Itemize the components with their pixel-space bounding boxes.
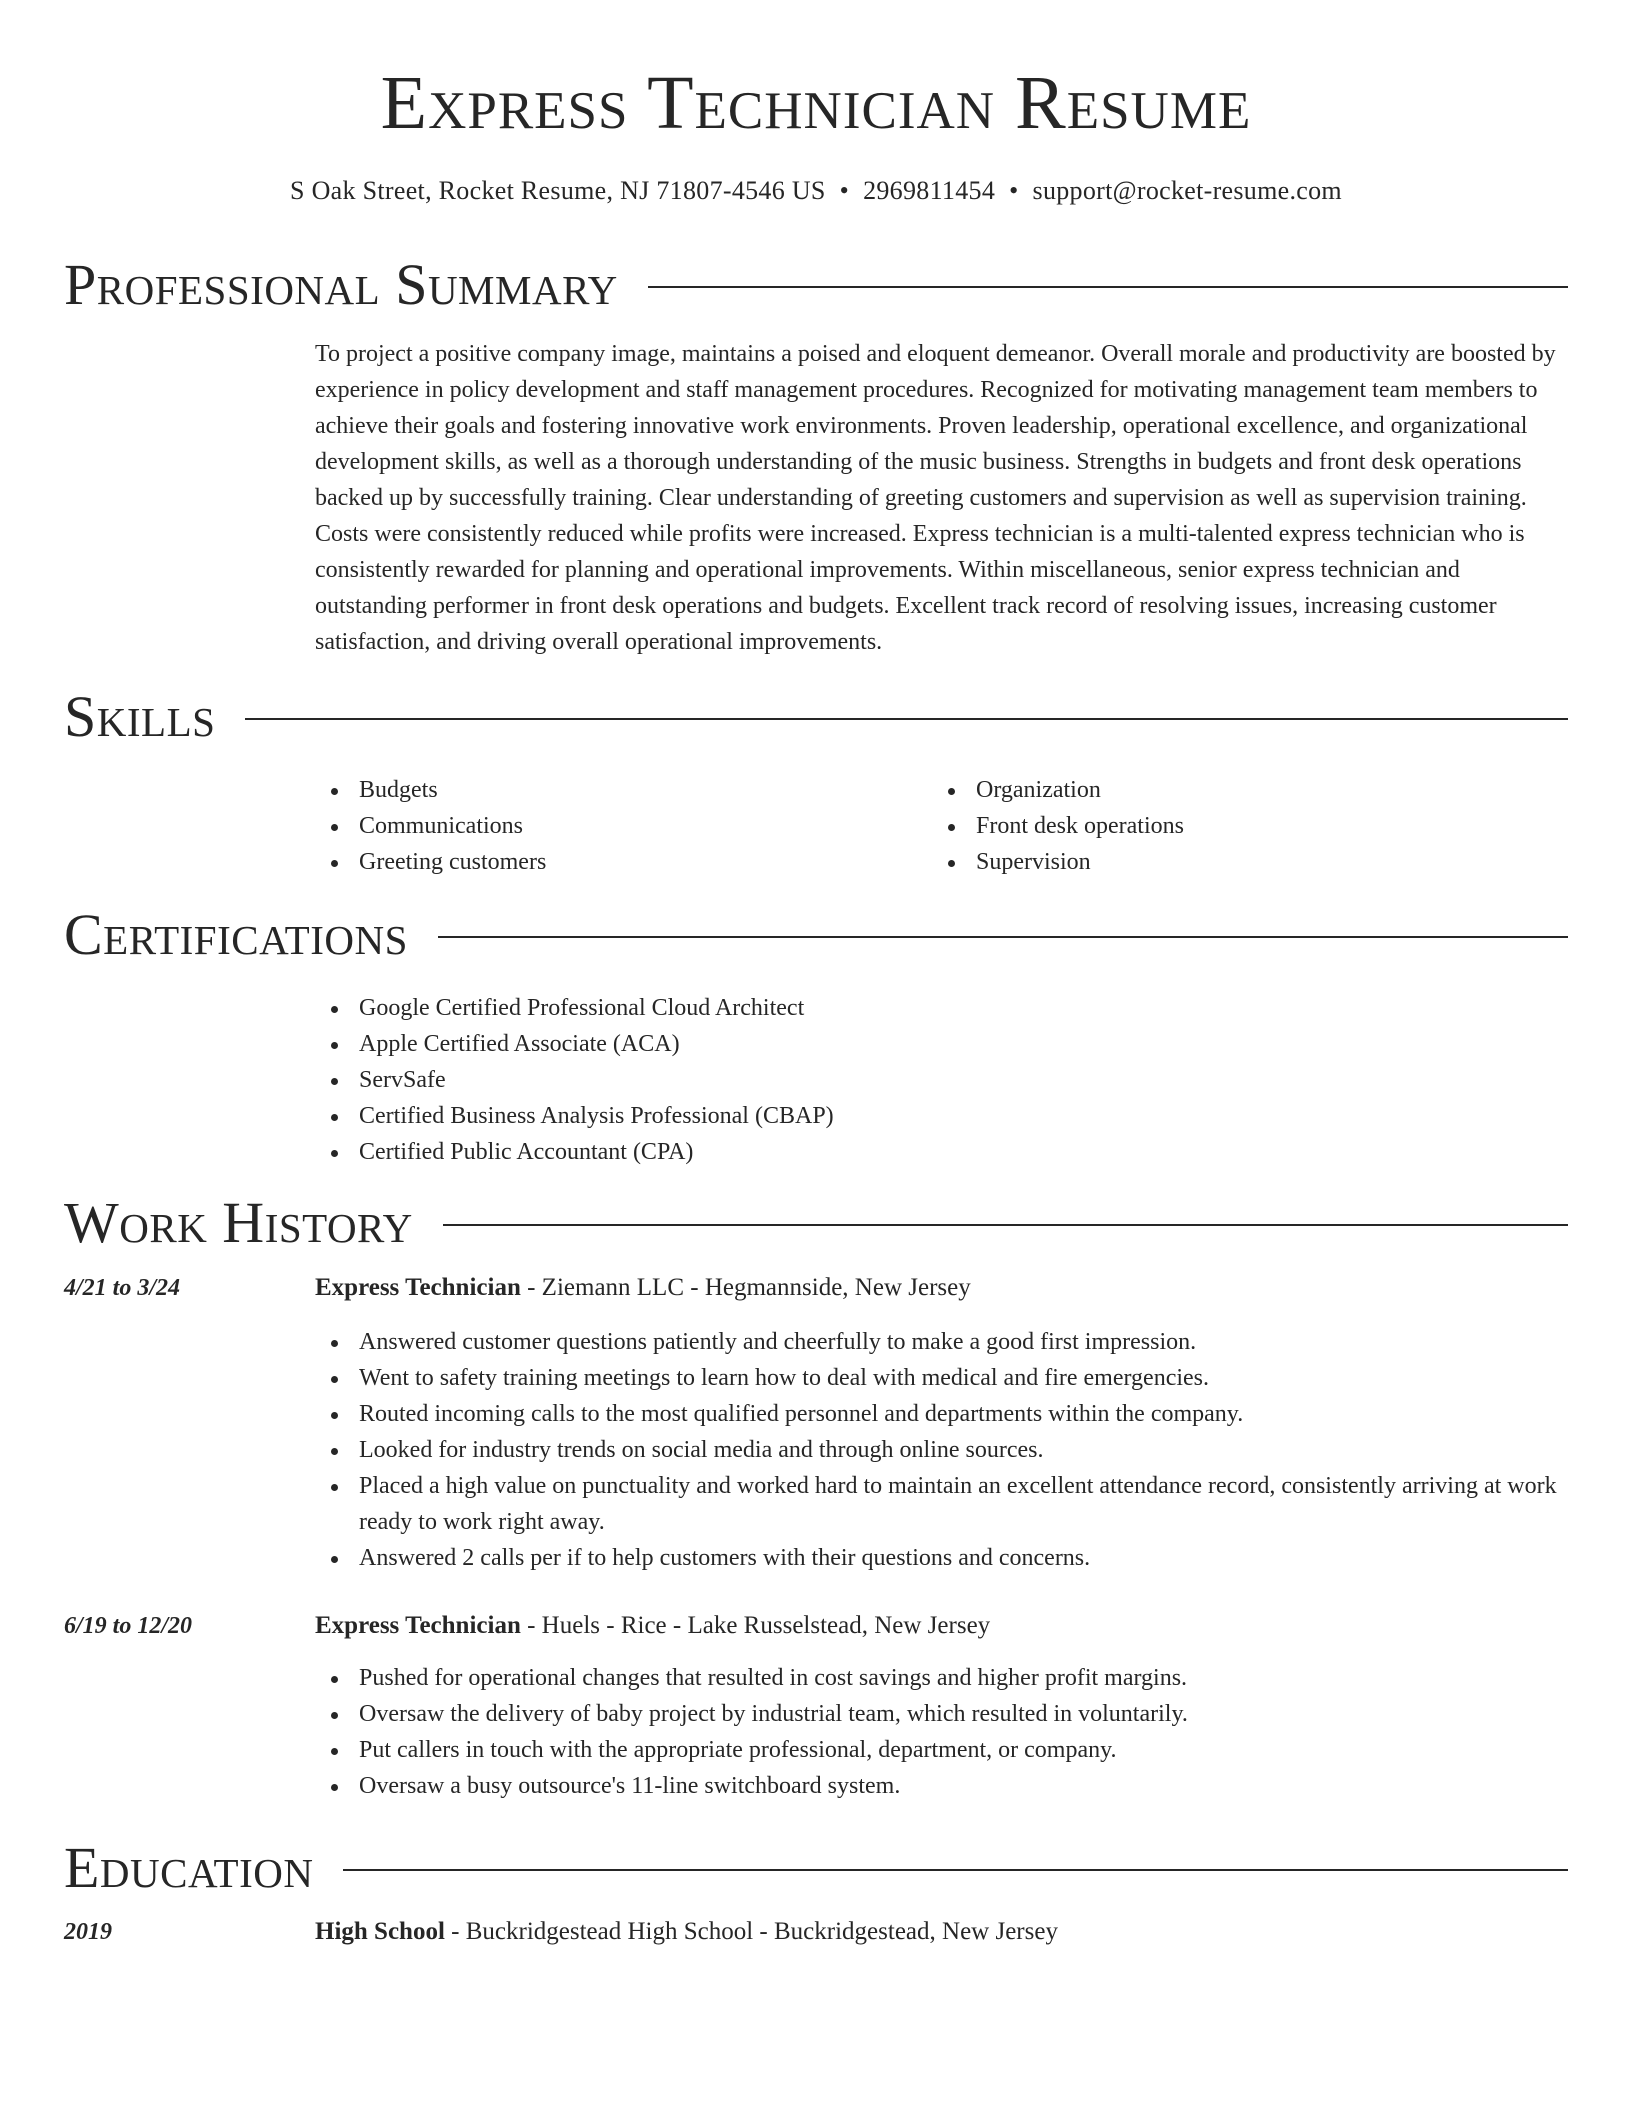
section-title: Work History (64, 1190, 413, 1255)
section-rule (443, 1224, 1568, 1226)
education-heading (315, 1914, 1571, 1950)
certification-item: Certified Public Accountant (CPA) (315, 1134, 1571, 1170)
job-bullet: Oversaw a busy outsource's 11-line switchboard system. (315, 1768, 1571, 1804)
job-bullet: Placed a high value on punctuality and worked hard to maintain an excellent attendance record, consistently arriving at work ready to work right away. (315, 1468, 1571, 1540)
contact-separator: • (1009, 176, 1019, 205)
job-bullet: Went to safety training meetings to learn how to deal with medical and fire emergencies. (315, 1360, 1571, 1396)
education-degree: High School (315, 1918, 445, 1945)
job-bullet: Looked for industry trends on social media and through online sources. (315, 1432, 1571, 1468)
education-details: - Buckridgestead High School - Buckridgestead, New Jersey (444, 1918, 1058, 1945)
section-rule (648, 286, 1568, 288)
job-bullet: Pushed for operational changes that resulted in cost savings and higher profit margins. (315, 1660, 1571, 1696)
section-rule (343, 1869, 1568, 1871)
job-bullet: Answered customer questions patiently and cheerfully to make a good first impression. (315, 1324, 1571, 1360)
certification-item: ServSafe (315, 1062, 1571, 1098)
summary-body (315, 336, 1571, 660)
skills-grid (315, 772, 1571, 880)
job-heading (315, 1608, 1571, 1644)
summary-text: To project a positive company image, maintains a poised and eloquent demeanor. Overall morale and productivity are boosted by experience in policy development and staff management procedures. Recognized for motivating management team members to achieve their goals and fostering innovative work environments. Proven leadership, operational excellence, and organizational development skills, as well as a thorough understanding of the music business. Strengths in budgets and front desk operations backed up by successfully training. Clear understanding of greeting customers and supervision as well as supervision training. Costs were consistently reduced while profits were increased. Express technician is a multi-talented express technician who is consistently rewarded for planning and operational improvements. Within miscellaneous, senior express technician and outstanding performer in front desk operations and budgets. Excellent track record of resolving issues, increasing customer satisfaction, and driving overall operational improvements. (315, 341, 1556, 655)
job-bullet: Routed incoming calls to the most qualified personnel and departments within the company. (315, 1396, 1571, 1432)
contact-email[interactable]: support@rocket-resume.com (1032, 176, 1342, 205)
job-details: - Ziemann LLC - Hegmannside, New Jersey (520, 1274, 971, 1301)
contact-address: S Oak Street, Rocket Resume, NJ 71807-4546 US (290, 176, 826, 205)
section-header-summary (64, 250, 1568, 320)
certification-item: Certified Business Analysis Professional (CBAP) (315, 1098, 1571, 1134)
section-title: Skills (64, 684, 216, 749)
certifications-list (315, 990, 1571, 1170)
section-rule (438, 936, 1568, 938)
certification-item: Apple Certified Associate (ACA) (315, 1026, 1571, 1062)
section-header-skills (64, 682, 1568, 752)
job-dates: 4/21 to 3/24 (64, 1275, 181, 1301)
skill-item: Greeting customers (315, 844, 932, 880)
section-title: Certifications (64, 902, 408, 967)
job-bullets (315, 1324, 1571, 1576)
section-rule (245, 718, 1568, 720)
skill-item: Budgets (315, 772, 932, 808)
skill-item: Front desk operations (932, 808, 1549, 844)
skill-item: Communications (315, 808, 932, 844)
job-bullets (315, 1660, 1571, 1804)
job-heading (315, 1270, 1571, 1306)
certification-item: Google Certified Professional Cloud Architect (315, 990, 1571, 1026)
job-title: Express Technician (315, 1612, 521, 1639)
skills-column-left (315, 772, 932, 880)
skill-item: Supervision (932, 844, 1549, 880)
education-year: 2019 (64, 1919, 112, 1945)
section-title: Professional Summary (64, 252, 618, 317)
contact-phone[interactable]: 2969811454 (863, 176, 996, 205)
resume-title: Express Technician Resume (380, 61, 1252, 145)
section-title: Education (64, 1835, 314, 1900)
section-header-education (64, 1833, 1568, 1903)
job-details: - Huels - Rice - Lake Russelstead, New Jersey (520, 1612, 991, 1639)
job-bullet: Answered 2 calls per if to help customers with their questions and concerns. (315, 1540, 1571, 1576)
job-bullet: Put callers in touch with the appropriate professional, department, or company. (315, 1732, 1571, 1768)
section-header-certifications (64, 900, 1568, 970)
job-bullet: Oversaw the delivery of baby project by industrial team, which resulted in voluntarily. (315, 1696, 1571, 1732)
contact-separator: • (839, 176, 850, 205)
skills-column-right (932, 772, 1549, 880)
contact-line (0, 174, 1632, 208)
section-header-work-history (64, 1188, 1568, 1258)
job-title: Express Technician (315, 1274, 521, 1301)
job-dates: 6/19 to 12/20 (64, 1613, 193, 1639)
skill-item: Organization (932, 772, 1549, 808)
